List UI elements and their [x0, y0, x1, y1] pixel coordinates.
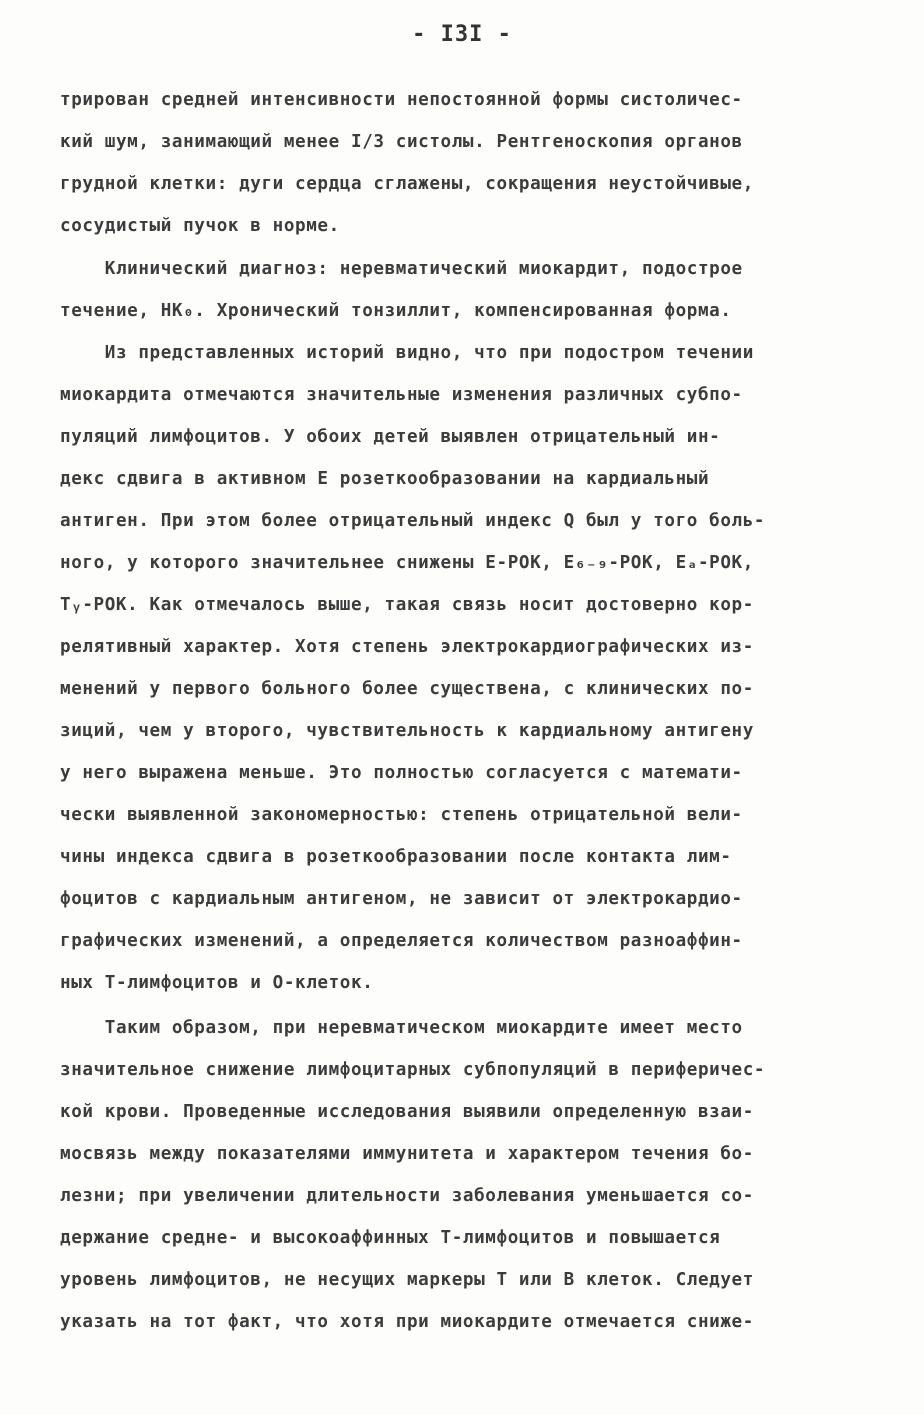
text-line: релятивный характер. Хотя степень электрокардиографических из- [60, 637, 754, 657]
text-line: лезни; при увеличении длительности заболевания уменьшается со- [60, 1186, 754, 1206]
text-line: чины индекса сдвига в розеткообразовании после контакта лим- [60, 847, 732, 867]
text-line: течение, НК₀. Хронический тонзиллит, компенсированная форма. [60, 301, 732, 321]
page-number: - I3I - [412, 22, 512, 47]
text-line: менений у первого больного более существена, с клинических по- [60, 679, 754, 699]
text-line: у него выражена меньше. Это полностью согласуется с математи- [60, 763, 743, 783]
text-line: указать на тот факт, что хотя при миокардите отмечается сниже- [60, 1312, 754, 1332]
text-line: грудной клетки: дуги сердца сглажены, сокращения неустойчивые, [60, 174, 754, 194]
text-line: Таким образом, при неревматическом миокардите имеет место [60, 1018, 743, 1038]
text-line: миокардита отмечаются значительные изменения различных субпо- [60, 385, 743, 405]
text-line: Клинический диагноз: неревматический миокардит, подострое [60, 259, 743, 279]
text-line: кой крови. Проведенные исследования выявили определенную взаи- [60, 1102, 754, 1122]
text-line: держание средне- и высокоаффинных Т-лимфоцитов и повышается [60, 1228, 721, 1248]
text-line: фоцитов с кардиальным антигеном, не зависит от электрокардио- [60, 889, 743, 909]
text-line: мосвязь между показателями иммунитета и характером течения бо- [60, 1144, 754, 1164]
text-line: уровень лимфоцитов, не несущих маркеры Т или В клеток. Следует [60, 1270, 754, 1290]
text-line: значительное снижение лимфоцитарных субпопуляций в периферичес- [60, 1060, 766, 1080]
text-line: сосудистый пучок в норме. [60, 216, 340, 236]
text-line: трирован средней интенсивности непостоянной формы систоличес- [60, 90, 743, 110]
text-line: кий шум, занимающий менее I/3 систолы. Рентгеноскопия органов [60, 132, 743, 152]
text-line: чески выявленной закономерностью: степень отрицательной вели- [60, 805, 743, 825]
text-line: антиген. При этом более отрицательный индекс Q был у того боль- [60, 511, 766, 531]
text-line: Из представленных историй видно, что при подостром течении [60, 343, 754, 363]
text-line: Тᵧ-РОК. Как отмечалось выше, такая связь носит достоверно кор- [60, 595, 754, 615]
text-line: зиций, чем у второго, чувствительность к кардиальному антигену [60, 721, 754, 741]
text-line: ных Т-лимфоцитов и О-клеток. [60, 973, 374, 993]
text-line: пуляций лимфоцитов. У обоих детей выявлен отрицательный ин- [60, 427, 721, 447]
text-line: декс сдвига в активном Е розеткообразовании на кардиальный [60, 469, 710, 489]
text-line: ного, у которого значительнее снижены Е-РОК, Е₆₋₉-РОК, Еₐ-РОК, [60, 553, 754, 573]
text-line: графических изменений, а определяется количеством разноаффин- [60, 931, 743, 951]
